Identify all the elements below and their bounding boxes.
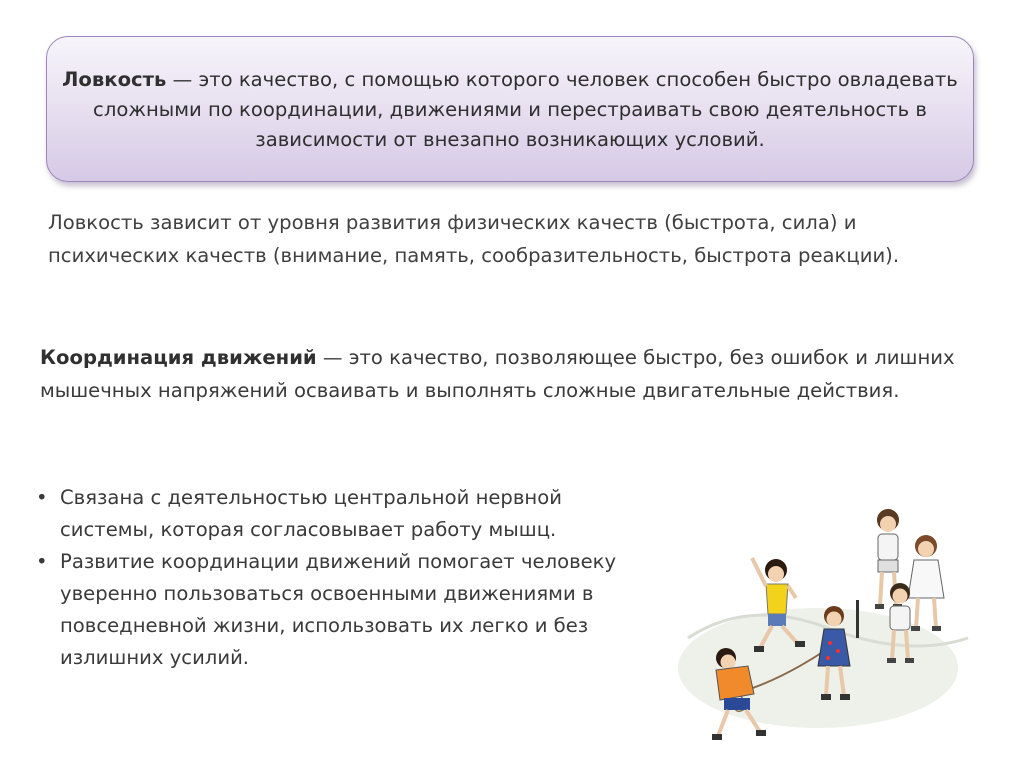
list-item xyxy=(36,482,656,546)
bullet-text: Развитие координации движений помогает человеку уверенно пользоваться освоенными движениями в повседневной жизни, использовать их легко и без излишних усилий. xyxy=(60,550,617,669)
coordination-term: Координация движений xyxy=(40,346,317,369)
definition-box xyxy=(46,36,974,182)
bullet-text: Связана с деятельностью центральной нервной системы, которая согласовывает работу мышц. xyxy=(60,486,562,541)
bullet-marker: • xyxy=(36,486,48,509)
definition-text: — это качество, с помощью которого человек способен быстро овладевать сложными по координации, движениями и перестраивать свою деятельность в зависимости от внезапно возникающих условий. xyxy=(93,68,958,151)
list-item xyxy=(36,546,656,674)
coordination-definition xyxy=(40,341,990,407)
child-standing-2 xyxy=(908,535,944,631)
pole xyxy=(856,600,859,638)
definition-term: Ловкость xyxy=(62,68,167,91)
children-jump-rope-illustration xyxy=(668,488,988,758)
coordination-text: — это качество, позволяющее быстро, без ошибок и лишних мышечных напряжений осваивать и выполнять сложные двигательные действия. xyxy=(40,346,955,402)
dexterity-factors-paragraph: Ловкость зависит от уровня развития физических качеств (быстрота, сила) и психических качеств (внимание, память, сообразительность, быстрота реакции). xyxy=(48,211,900,267)
bullet-list xyxy=(36,482,656,674)
bullet-marker: • xyxy=(36,550,48,573)
